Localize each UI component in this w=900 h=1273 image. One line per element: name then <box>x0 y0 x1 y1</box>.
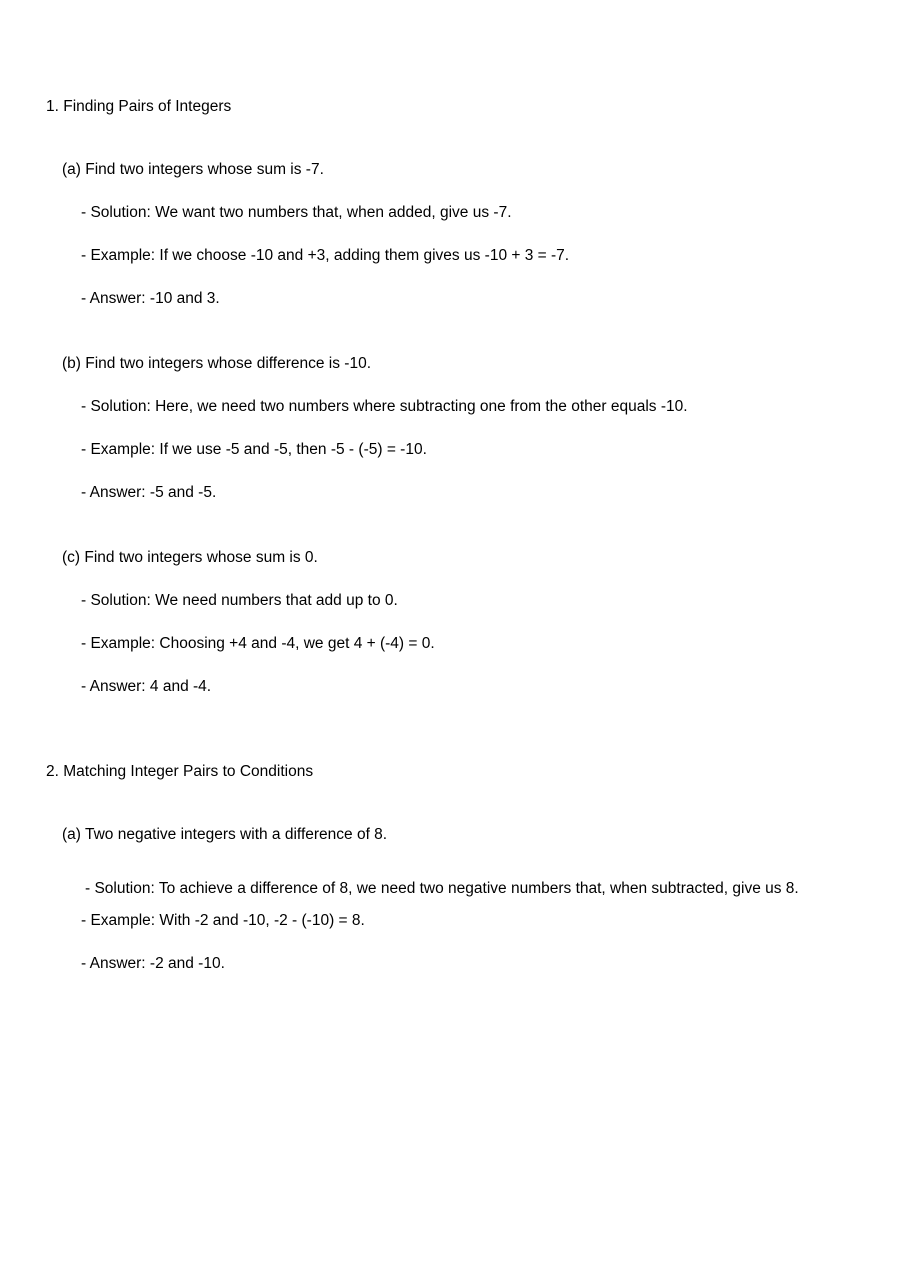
section-1 <box>46 96 858 697</box>
section-heading: 1. Finding Pairs of Integers <box>46 98 232 115</box>
example-line: - Example: If we use -5 and -5, then -5 - (-5) = -10. <box>81 441 427 458</box>
question-prompt: (a) Two negative integers with a difference of 8. <box>62 826 388 843</box>
example-line: - Example: With -2 and -10, -2 - (-10) = 8. <box>81 912 365 929</box>
question-item-1b <box>46 353 858 503</box>
question-item-1c <box>46 547 858 697</box>
section-spacer <box>46 739 858 761</box>
example-line: - Example: Choosing +4 and -4, we get 4 + (-4) = 0. <box>81 635 435 652</box>
answer-line: - Answer: 4 and -4. <box>81 678 212 695</box>
solution-line: - Solution: Here, we need two numbers where subtracting one from the other equals -10. <box>81 398 688 415</box>
answer-line: - Answer: -10 and 3. <box>81 290 220 307</box>
solution-line: - Solution: We need numbers that add up to 0. <box>81 592 398 609</box>
question-item-2a <box>46 824 858 974</box>
answer-line: - Answer: -5 and -5. <box>81 484 217 501</box>
question-prompt: (c) Find two integers whose sum is 0. <box>62 549 318 566</box>
question-item-1a <box>46 159 858 309</box>
document-body <box>46 96 858 974</box>
solution-line: - Solution: To achieve a difference of 8, we need two negative numbers that, when subtracted, give us 8. <box>85 880 799 897</box>
section-2 <box>46 761 858 974</box>
section-heading: 2. Matching Integer Pairs to Conditions <box>46 763 314 780</box>
question-prompt: (b) Find two integers whose difference is -10. <box>62 355 372 372</box>
solution-line: - Solution: We want two numbers that, when added, give us -7. <box>81 204 512 221</box>
question-prompt: (a) Find two integers whose sum is -7. <box>62 161 324 178</box>
example-line: - Example: If we choose -10 and +3, adding them gives us -10 + 3 = -7. <box>81 247 570 264</box>
answer-line: - Answer: -2 and -10. <box>81 955 225 972</box>
